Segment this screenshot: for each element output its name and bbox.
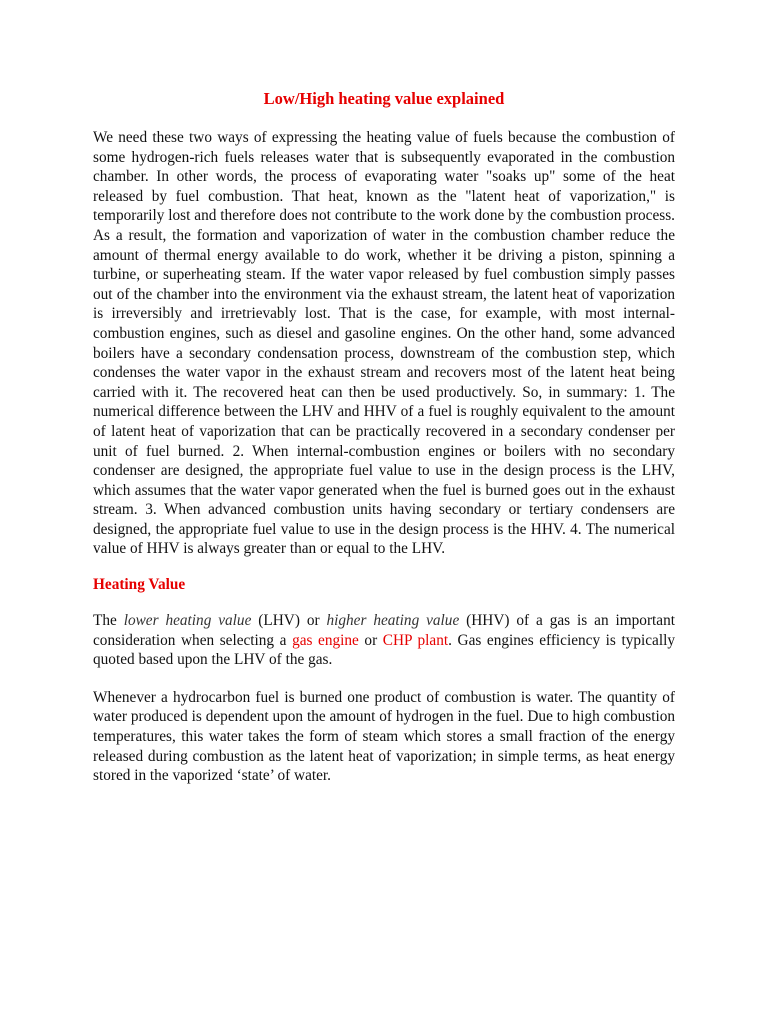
- text-span: (LHV): [251, 612, 307, 630]
- text-span: or: [306, 612, 327, 630]
- section-heading-heating-value: Heating Value: [93, 576, 186, 594]
- chp-plant-link[interactable]: CHP plant: [382, 631, 449, 649]
- intro-paragraph: We need these two ways of expressing the heating value of fuels because the combustion of some hydrogen-rich fuels releases water that is subsequently evaporated in the combustion chamber. In other words, the process of evaporating water "soaks up" some of the heat released by fuel combustion. That heat, known as the "latent heat of vaporization," is temporarily lost and therefore does not contribute to the work done by the combustion process. As a result, the formation and vaporization of water in the combustion chamber reduce the amount of thermal energy available to do work, whether it be driving a piston, spinning a turbine, or superheating steam. If the water vapor released by fuel combustion simply passes out of the chamber into the environment via the exhaust stream, the latent heat of vaporization is irreversibly and irretrievably lost. That is the case, for example, with most internal-combustion engines, such as diesel and gasoline engines. On the other hand, some advanced boilers have a secondary condensation process, downstream of the combustion step, which condenses the water vapor in the exhaust stream and recovers most of the latent heat being carried with it. The recovered heat can then be used productively. So, in summary: 1. The numerical difference between the LHV and HHV of a fuel is roughly equivalent to the amount of latent heat of vaporization that can be practically recovered in a secondary condenser per unit of fuel burned. 2. When internal-combustion engines or boilers with no secondary condenser are designed, the appropriate fuel value to use in the design process is the LHV, which assumes that the water vapor generated when the fuel is burned goes out in the exhaust stream. 3. When advanced combustion units having secondary or tertiary condensers are designed, the appropriate fuel value to use in the design process is the HHV. 4. The numerical value of HHV is always greater than or equal to the LHV.: [93, 129, 675, 558]
- text-span: . Gas engines efficiency is typically quoted based upon the LHV of the gas.: [93, 631, 675, 669]
- term-lower-heating-value: lower heating value: [123, 612, 252, 630]
- text-span: (HHV) of a gas is an important consideration when selecting a: [93, 612, 675, 649]
- text-span: The: [93, 612, 124, 630]
- text-span: or: [358, 631, 383, 649]
- document-page: [93, 88, 675, 786]
- term-higher-heating-value: higher heating value: [326, 612, 460, 630]
- heating-value-paragraph: [93, 611, 675, 670]
- gas-engine-link[interactable]: gas engine: [292, 631, 359, 649]
- combustion-paragraph: Whenever a hydrocarbon fuel is burned one product of combustion is water. The quantity of water produced is dependent upon the amount of hydrogen in the fuel. Due to high combustion temperatures, this water takes the form of steam which stores a small fraction of the energy released during combustion as the latent heat of vaporization; in simple terms, as heat energy stored in the vaporized ‘state’ of water.: [93, 688, 675, 785]
- document-title: Low/High heating value explained: [263, 89, 505, 108]
